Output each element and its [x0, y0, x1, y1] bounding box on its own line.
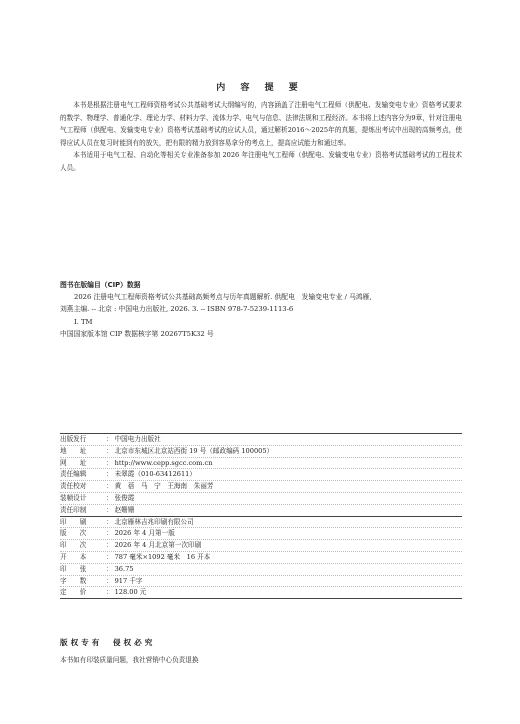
- print-row: 印 次 ： 2026 年 4 月北京第一次印刷: [60, 540, 462, 552]
- row-value: 2026 年 4 月第一版: [114, 529, 175, 538]
- row-label: 装帧设计: [60, 493, 87, 502]
- row-value: 黄 蓓 马 宁 王海南 朱丽芳: [114, 482, 214, 491]
- row-value: 张俊霞: [114, 493, 135, 502]
- row-label: 印 次: [60, 541, 87, 550]
- row-label: 印 张: [60, 564, 87, 573]
- summary-paragraph: 本书适用于电气工程、自动化等相关专业准备参加 2026 年注册电气工程师（供配电、发输变电专业）资格考试基础考试的工程技术人员。: [60, 151, 462, 172]
- row-value: 北京市东城区北京站西街 19 号（邮政编码 100005）: [114, 446, 274, 455]
- row-label: 字 数: [60, 576, 87, 585]
- row-value: 北京雁林吉兆印刷有限公司: [114, 517, 194, 526]
- rights-note: 本书如有印装质量问题，我社营销中心负责退换: [60, 656, 199, 664]
- print-row: 印 张 ： 36.75: [60, 564, 462, 576]
- row-label: 责任印制: [60, 505, 87, 514]
- cip-line: 刘燕主编. -- 北京 : 中国电力出版社, 2026. 3. -- ISBN 978-7-5239-1113-6: [60, 305, 294, 314]
- row-label: 网 址: [60, 458, 87, 467]
- print-row: 版 次 ： 2026 年 4 月第一版: [60, 528, 462, 540]
- row-label: 地 址: [60, 446, 87, 455]
- row-value: 未翠霞（010-63412611）: [114, 470, 196, 479]
- row-value: 128.00 元: [114, 588, 147, 597]
- summary-body: [60, 99, 462, 175]
- publisher-row: 网 址 ： http://www.cepp.sgcc.com.cn: [60, 458, 462, 470]
- publisher-group: [60, 433, 462, 516]
- print-row: 印 刷 ： 北京雁林吉兆印刷有限公司: [60, 517, 462, 529]
- print-row: 开 本 ： 787 毫米×1092 毫米 16 开本: [60, 552, 462, 564]
- row-label: 定 价: [60, 588, 87, 597]
- cip-line: Ⅰ. TM: [74, 317, 93, 326]
- cip-line: 中国国家版本馆 CIP 数据核字第 20267T5K32 号: [60, 329, 214, 338]
- rights-block: [60, 637, 462, 664]
- print-group: [60, 516, 462, 600]
- row-value: 36.75: [114, 564, 134, 573]
- publisher-row: 责任校对 ： 黄 蓓 马 宁 王海南 朱丽芳: [60, 481, 462, 493]
- row-label: 责任校对: [60, 482, 87, 491]
- publication-info: [60, 433, 462, 599]
- summary-paragraph: 本书是根据注册电气工程师资格考试公共基础考试大纲编写的，内容涵盖了注册电气工程师（供配电、发输变电专业）资格考试要求的数学、物理学、普通化学、理论力学、材料力学、流体力学、电气与信息、法律法规和工程经济。本书将上述内容分为9章，针对注册电气工程师（供配电、发输变电专业）资格考试基础考试的应试人员，通过解析2016～2025年的真题，提炼出考试中出现的高频考点，使得应试人员在复习时能到有的放矢，把有限的精力放到容易拿分的考点上，提高应试能力和通过率。: [60, 101, 462, 147]
- row-label: 出版发行: [60, 435, 87, 443]
- row-value: 中国电力出版社: [114, 435, 161, 443]
- row-label: 责任编辑: [60, 470, 87, 479]
- print-row: 字 数 ： 917 千字: [60, 576, 462, 588]
- website-link: http://www.cepp.sgcc.com.cn: [114, 458, 213, 467]
- publisher-row: 出版发行 ： 中国电力出版社: [60, 434, 462, 446]
- cip-block: [60, 279, 462, 340]
- row-value: 787 毫米×1092 毫米 16 开本: [114, 552, 211, 561]
- row-value: 赵姗姗: [114, 505, 135, 514]
- publisher-row: 责任印制 ： 赵姗姗: [60, 505, 135, 514]
- publisher-row: 装帧设计 ： 张俊霞: [60, 493, 462, 505]
- row-label: 开 本: [60, 552, 87, 561]
- row-label: 印 刷: [60, 517, 87, 526]
- cip-title: 图书在版编目（CIP）数据: [60, 281, 141, 289]
- summary-title: 内 容 提 要: [216, 83, 304, 93]
- row-label: 版 次: [60, 529, 87, 538]
- rights-heading: 版权专有 侵权必究: [60, 638, 156, 647]
- publisher-row: 地 址 ： 北京市东城区北京站西街 19 号（邮政编码 100005）: [60, 446, 462, 458]
- publisher-row: 责任编辑 ： 未翠霞（010-63412611）: [60, 469, 462, 481]
- cip-line: 2026 注册电气工程师资格考试公共基础高频考点与历年真题解析. 供配电 发输变电专业 / 马鸿雁,: [74, 293, 372, 302]
- row-value: 917 千字: [114, 576, 143, 585]
- print-row: 定 价 ： 128.00 元: [60, 588, 147, 597]
- row-value: 2026 年 4 月北京第一次印刷: [114, 541, 202, 550]
